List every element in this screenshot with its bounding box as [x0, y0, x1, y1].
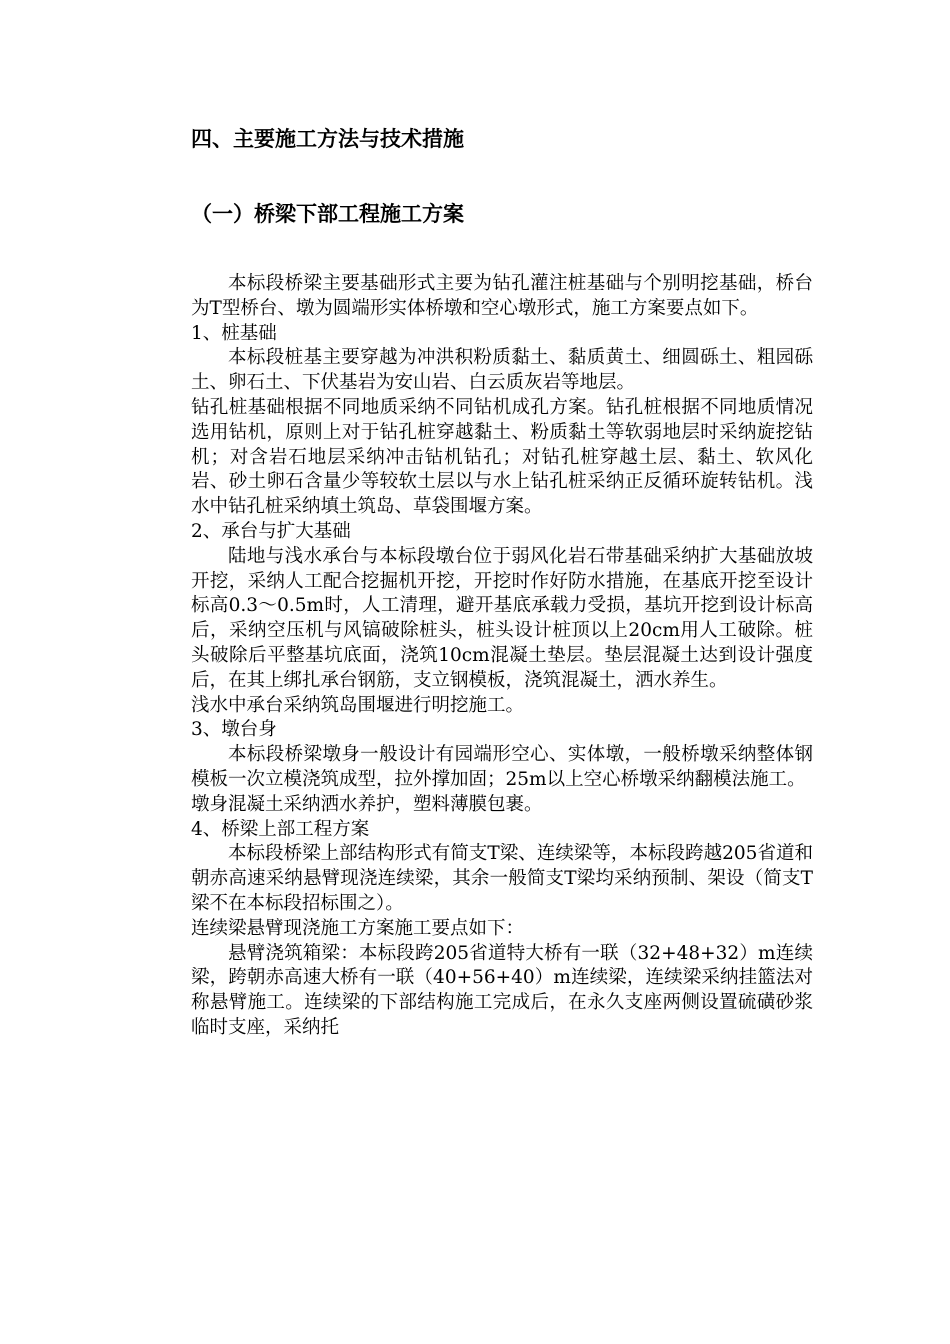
item-heading: 2、承台与扩大基础 — [191, 520, 351, 542]
subsection-heading: （一）桥梁下部工程施工方案 — [191, 202, 464, 226]
paragraph: 连续梁悬臂现浇施工方案施工要点如下： — [191, 917, 525, 939]
item-heading: 1、桩基础 — [191, 322, 277, 344]
document-body — [191, 272, 813, 1041]
item-heading: 4、桥梁上部工程方案 — [191, 818, 370, 840]
paragraph: 墩身混凝土采纳洒水养护，塑料薄膜包裹。 — [191, 793, 543, 815]
paragraph: 浅水中承台采纳筑岛围堰进行明挖施工。 — [191, 694, 525, 716]
paragraph: 钻孔桩基础根据不同地质采纳不同钻机成孔方案。钻孔桩根据不同地质情况选用钻机，原则上对于钻孔桩穿越黏土、粉质黏土等软弱地层时采纳旋挖钻机；对含岩石地层采纳冲击钻机钻孔；对钻孔桩穿越土层、黏土、软风化岩、砂土卵石含量少等较软土层以与水上钻孔桩采纳正反循环旋转钻机。浅水中钻孔桩采纳填土筑岛、草袋围堰方案。 — [191, 396, 813, 518]
paragraph: 本标段桩基主要穿越为冲洪积粉质黏土、黏质黄土、细圆砾土、粗园砾土、卵石土、下伏基岩为安山岩、白云质灰岩等地层。 — [191, 347, 813, 394]
paragraph: 本标段桥梁主要基础形式主要为钻孔灌注桩基础与个别明挖基础，桥台为T型桥台、墩为圆端形实体桥墩和空心墩形式，施工方案要点如下。 — [191, 273, 813, 319]
paragraph: 本标段桥梁墩身一般设计有园端形空心、实体墩，一般桥墩采纳整体钢模板一次立模浇筑成型，拉外撑加固；25m以上空心桥墩采纳翻模法施工。 — [191, 744, 813, 790]
paragraph: 陆地与浅水承台与本标段墩台位于弱风化岩石带基础采纳扩大基础放坡开挖，采纳人工配合挖掘机开挖，开挖时作好防水措施，在基底开挖至设计标高0.3～0.5m时，人工清理，避开基底承载力受损，基坑开挖到设计标高后，采纳空压机与风镐破除桩头，桩头设计桩顶以上20cm用人工破除。桩头破除后平整基坑底面，浇筑10cm混凝土垫层。垫层混凝土达到设计强度后，在其上绑扎承台钢筋，支立钢模板，浇筑混凝土，洒水养生。 — [191, 545, 813, 691]
section-heading: 四、主要施工方法与技术措施 — [191, 127, 464, 151]
paragraph: 悬臂浇筑箱梁：本标段跨205省道特大桥有一联（32+48+32）m连续梁，跨朝赤高速大桥有一联（40+56+40）m连续梁，连续梁采纳挂篮法对称悬臂施工。连续梁的下部结构施工完成后，在永久支座两侧设置硫磺砂浆临时支座，采纳托 — [191, 942, 813, 1038]
paragraph: 本标段桥梁上部结构形式有简支T梁、连续梁等，本标段跨越205省道和朝赤高速采纳悬臂现浇连续梁，其余一般简支T梁均采纳预制、架设（简支T梁不在本标段招标围之）。 — [191, 843, 813, 914]
item-heading: 3、墩台身 — [191, 719, 277, 741]
